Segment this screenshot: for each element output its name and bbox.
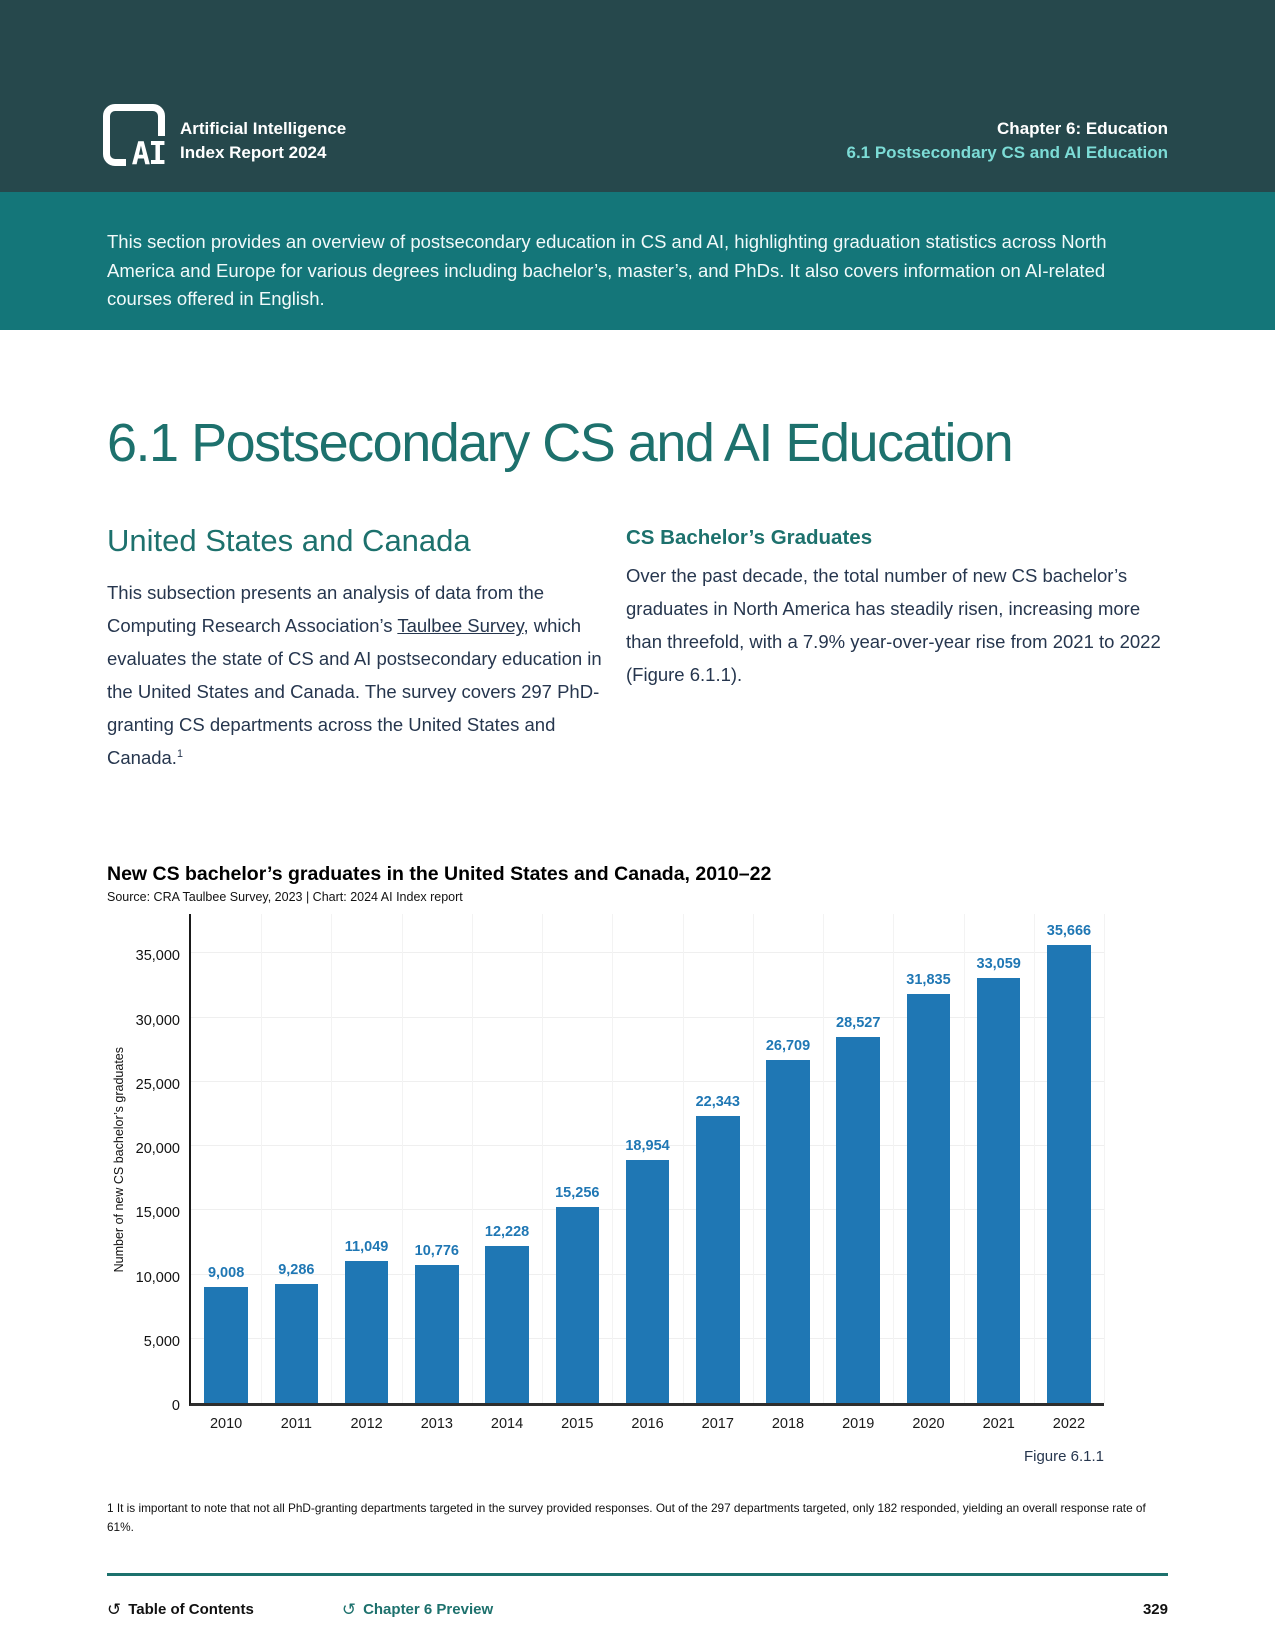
bar-value-label: 28,527 — [836, 1014, 881, 1031]
intro-band — [0, 192, 1275, 330]
bar — [696, 1116, 740, 1403]
bar — [626, 1160, 670, 1403]
x-tick-label: 2018 — [771, 1415, 805, 1432]
bar — [907, 994, 951, 1403]
bar-cell — [1034, 914, 1104, 1403]
page-footer — [107, 1573, 1168, 1620]
intro-text: This section provides an overview of postsecondary education in CS and AI, highlighting graduation statistics across North America and Europe for various degrees including bachelor’s, master’s, and PhDs. It also covers information on AI-related courses offered in English. — [107, 231, 1107, 310]
y-tick-label: 25,000 — [135, 1076, 180, 1093]
ai-logo-letters: AI — [126, 136, 165, 167]
table-of-contents-label: Table of Contents — [128, 1601, 254, 1619]
taulbee-survey-link[interactable]: Taulbee Survey — [397, 615, 524, 637]
bar-value-label: 22,343 — [695, 1093, 740, 1110]
bar — [1047, 945, 1091, 1403]
chart-title: New CS bachelor’s graduates in the United States and Canada, 2010–22 — [107, 862, 772, 885]
chapter-label: Chapter 6: Education — [997, 118, 1168, 138]
brand-title — [180, 117, 346, 166]
right-column — [626, 522, 1168, 775]
y-axis-title-wrap — [107, 914, 131, 1406]
x-tick-label: 2011 — [280, 1415, 312, 1432]
return-arrow-icon: ↺ — [341, 1599, 357, 1619]
header-chapter-block — [846, 117, 1168, 166]
x-tick-label: 2020 — [912, 1415, 945, 1432]
left-column-heading: United States and Canada — [107, 523, 471, 559]
para-text-end: , which evaluates the state of CS and AI postsecondary education in the United States and Canada. The survey covers 297 PhD-granting CS departments across the United States and Canada. — [107, 615, 602, 768]
bar — [485, 1246, 529, 1403]
bar-value-label: 9,286 — [278, 1261, 315, 1278]
brand-line2: Index Report 2024 — [180, 143, 327, 163]
bar-cell — [331, 914, 401, 1403]
x-tick-label: 2014 — [490, 1415, 524, 1432]
page-content — [0, 412, 1275, 1537]
y-tick-label: 5,000 — [143, 1333, 180, 1350]
x-tick-label: 2012 — [350, 1415, 383, 1432]
x-tick-label: 2016 — [631, 1415, 664, 1432]
x-tick-label: 2019 — [842, 1415, 875, 1432]
figure-block — [107, 863, 1168, 1465]
bar-cell — [964, 914, 1034, 1403]
bar — [836, 1037, 880, 1403]
bar — [345, 1261, 389, 1403]
x-tick-label: 2017 — [701, 1415, 734, 1432]
bar-value-label: 31,835 — [906, 971, 951, 988]
bar-value-label: 26,709 — [765, 1037, 811, 1054]
table-of-contents-link[interactable] — [107, 1600, 254, 1620]
y-tick-label: 30,000 — [135, 1012, 180, 1029]
bar-cell — [191, 914, 261, 1403]
x-tick-label: 2021 — [982, 1415, 1015, 1432]
right-column-paragraph: Over the past decade, the total number of new CS bachelor’s graduates in North America has steadily risen, increasing more than threefold, with a 7.9% year-over-year rise from 2021 to 2022 (Figure 6.1.1). — [626, 565, 1161, 685]
figure-caption: Figure 6.1.1 — [1023, 1447, 1104, 1465]
chapter-preview-label: Chapter 6 Preview — [363, 1601, 494, 1619]
y-axis-title: Number of new CS bachelor’s graduates — [112, 1047, 126, 1273]
footnote: 1 It is important to note that not all PhD-granting departments targeted in the survey provided responses. Out of the 297 departments targeted, only 182 responded, yielding an overall response rate of 61%. — [107, 1500, 1146, 1534]
bar-value-label: 10,776 — [414, 1242, 459, 1259]
right-column-heading: CS Bachelor’s Graduates — [626, 526, 873, 550]
two-column-section — [107, 522, 1168, 775]
bar — [766, 1060, 810, 1403]
x-tick-label: 2010 — [209, 1415, 243, 1432]
bar-cell — [542, 914, 612, 1403]
chart-area — [107, 914, 1104, 1414]
y-tick-label: 35,000 — [135, 947, 180, 964]
bar-value-label: 35,666 — [1046, 922, 1092, 939]
bars-layer — [191, 914, 1104, 1403]
footnote-reference: 1 — [176, 747, 183, 760]
page-number: 329 — [1142, 1601, 1168, 1619]
bar-value-label: 33,059 — [976, 955, 1021, 972]
bar-cell — [472, 914, 542, 1403]
bar — [204, 1287, 248, 1403]
page-header — [0, 0, 1275, 192]
bar-value-label: 15,256 — [555, 1184, 600, 1201]
ai-index-logo-icon — [103, 104, 165, 172]
para-text-start: This subsection presents an analysis of data from the Computing Research Association’s — [107, 582, 545, 637]
plot-area — [189, 914, 1104, 1406]
x-tick-label: 2022 — [1052, 1415, 1086, 1432]
bar-value-label: 9,008 — [207, 1264, 245, 1281]
bar-cell — [612, 914, 682, 1403]
bar — [556, 1207, 600, 1403]
section-label: 6.1 Postsecondary CS and AI Education — [846, 143, 1168, 163]
x-tick-label: 2015 — [561, 1415, 594, 1432]
bar-cell — [261, 914, 331, 1403]
x-axis-labels — [191, 1416, 1104, 1432]
y-tick-label: 10,000 — [135, 1269, 180, 1286]
bar — [977, 978, 1021, 1403]
bar-cell — [753, 914, 823, 1403]
bar-cell — [402, 914, 472, 1403]
chart-source: Source: CRA Taulbee Survey, 2023 | Chart: 2024 AI Index report — [107, 889, 463, 904]
chapter-preview-link[interactable] — [342, 1600, 493, 1620]
x-tick-label: 2013 — [420, 1415, 453, 1432]
y-tick-label: 15,000 — [135, 1204, 180, 1221]
y-tick-label: 0 — [171, 1397, 180, 1414]
left-column-paragraph — [107, 577, 604, 775]
bar — [415, 1265, 459, 1403]
bar-value-label: 18,954 — [625, 1137, 670, 1154]
bar-cell — [683, 914, 753, 1403]
brand-line1: Artificial Intelligence — [180, 118, 347, 138]
bar-cell — [893, 914, 963, 1403]
left-column — [107, 522, 604, 775]
bar — [275, 1284, 319, 1403]
y-axis-ticks — [131, 914, 189, 1414]
return-arrow-icon: ↺ — [107, 1599, 122, 1619]
vertical-gridline — [1104, 914, 1105, 1403]
bar-value-label: 11,049 — [344, 1238, 389, 1255]
bar-value-label: 12,228 — [484, 1223, 530, 1240]
page-title: 6.1 Postsecondary CS and AI Education — [107, 413, 1013, 474]
y-tick-label: 20,000 — [135, 1140, 180, 1157]
bar-cell — [823, 914, 893, 1403]
